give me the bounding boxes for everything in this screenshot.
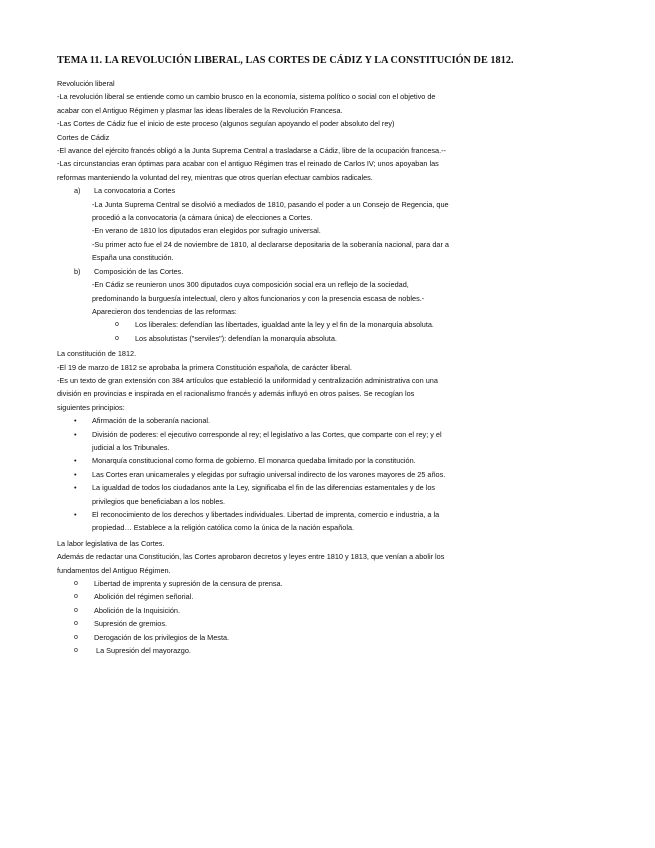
paragraph-line: -El avance del ejército francés obligó a la Junta Suprema Central a trasladarse a Cádiz, libre de la ocupación francesa.-- <box>57 146 446 156</box>
subsection-a-heading <box>57 184 547 197</box>
bullet-icon: • <box>74 429 77 439</box>
list-item-text: Libertad de imprenta y supresión de la censura de prensa. <box>94 579 283 589</box>
list-item <box>57 577 547 590</box>
list-item-text: judicial a los Tribunales. <box>92 442 170 452</box>
subsection-title: La convocatoria a Cortes <box>94 186 176 196</box>
list-label: a) <box>74 186 81 196</box>
list-item <box>57 428 547 455</box>
circle-bullet-icon: o <box>74 647 78 655</box>
paragraph-line: -El 19 de marzo de 1812 se aprobaba la primera Constitución española, de carácter liberal. <box>57 362 352 372</box>
paragraph-line: -Las Cortes de Cádiz fue el inicio de este proceso (algunos seguían apoyando el poder absoluto del rey) <box>57 119 395 129</box>
paragraph-line: -Es un texto de gran extensión con 384 artículos que estableció la uniformidad y centralización administrativa con una <box>57 375 438 385</box>
section-heading-revolucion-liberal: Revolución liberal <box>57 79 115 88</box>
paragraph-line: -La revolución liberal se entiende como un cambio brusco en la economía, sistema político o social con el objetivo de <box>57 92 436 102</box>
bullet-icon: • <box>74 510 77 519</box>
bullet-icon: • <box>74 416 77 426</box>
list-item <box>57 631 547 644</box>
list-item-text: propiedad… Establece a la religión católica como la única de la nación española. <box>92 523 355 533</box>
list-item <box>57 454 547 467</box>
circle-bullet-icon: o <box>74 633 78 641</box>
list-item <box>57 468 547 481</box>
circle-bullet-icon: o <box>74 620 78 628</box>
list-item <box>57 604 547 617</box>
list-item <box>57 332 547 345</box>
paragraph-line: acabar con el Antiguo Régimen y plasmar las ideas liberales de la Revolución Francesa. <box>57 105 343 115</box>
paragraph-line: -La Junta Suprema Central se disolvió a mediados de 1810, pasando el poder a un Consejo de Regencia, que <box>92 199 449 209</box>
document-body <box>57 77 547 657</box>
list-item-text: División de poderes: el ejecutivo corresponde al rey; el legislativo a las Cortes, que comparte con el rey; y el <box>92 429 442 439</box>
list-item <box>57 508 547 535</box>
paragraph-line: reformas manteniendo la voluntad del rey, mientras que otros querían efectuar cambios radicales. <box>57 172 373 182</box>
list-item-text: Las Cortes eran unicamerales y elegidas por sufragio universal indirecto de los varones mayores de 25 años. <box>92 469 446 479</box>
paragraph-line: Aparecieron dos tendencias de las reformas: <box>92 306 237 316</box>
paragraph-line: -Las circunstancias eran óptimas para acabar con el antiguo Régimen tras el reinado de Carlos IV; unos apoyaban las <box>57 159 439 169</box>
list-item-text: La igualdad de todos los ciudadanos ante la Ley, significaba el fin de las diferencias estamentales y de los <box>92 483 436 493</box>
list-item <box>57 414 547 427</box>
list-item-text: Los absolutistas ("serviles"): defendían la monarquía absoluta. <box>135 333 337 343</box>
list-item <box>57 481 547 508</box>
list-item-text: Abolición de la Inquisición. <box>94 605 180 615</box>
list-item-text: Derogación de los privilegios de la Mesta. <box>94 632 230 642</box>
paragraph-line: -En Cádiz se reunieron unos 300 diputados cuya composición social era un reflejo de la sociedad, <box>92 280 409 290</box>
paragraph-line: fundamentos del Antiguo Régimen. <box>57 565 171 575</box>
paragraph-line: -En verano de 1810 los diputados eran elegidos por sufragio universal. <box>92 226 321 236</box>
section-heading-cortes-de-cadiz: Cortes de Cádiz <box>57 132 110 142</box>
list-item <box>57 617 547 630</box>
subsection-b-heading <box>57 265 547 278</box>
list-item <box>57 590 547 603</box>
bullet-icon: • <box>74 456 77 466</box>
circle-bullet-icon: o <box>74 580 78 588</box>
list-item-text: La Supresión del mayorazgo. <box>94 646 191 656</box>
list-label: b) <box>74 266 81 276</box>
list-item-text: Monarquía constitucional como forma de gobierno. El monarca quedaba limitado por la constitución. <box>92 456 416 466</box>
paragraph-line: -Su primer acto fue el 24 de noviembre de 1810, al declararse depositaria de la soberanía nacional, para dar a <box>92 239 449 249</box>
section-heading-labor-legislativa: La labor legislativa de las Cortes. <box>57 538 165 548</box>
list-item <box>57 644 547 657</box>
circle-bullet-icon: o <box>74 606 78 614</box>
list-item-text: Supresión de gremios. <box>94 619 168 629</box>
list-item-text: Afirmación de la soberanía nacional. <box>92 416 211 426</box>
paragraph-line: procedió a la convocatoria (a cámara única) de elecciones a Cortes. <box>92 213 313 223</box>
list-item-text: El reconocimiento de los derechos y libertades individuales. Libertad de imprenta, comercio e industria, a la <box>92 510 440 519</box>
bullet-icon: • <box>74 483 77 493</box>
paragraph-line: división en provincias e inspirada en el racionalismo francés y además influyó en otros países. Se recogían los <box>57 389 415 399</box>
circle-bullet-icon: o <box>115 334 119 342</box>
document-title: TEMA 11. LA REVOLUCIÓN LIBERAL, LAS CORTES DE CÁDIZ Y LA CONSTITUCIÓN DE 1812. <box>57 55 514 66</box>
list-item <box>57 318 547 331</box>
list-item-text: Los liberales: defendían las libertades, igualdad ante la ley y el fin de la monarquía absoluta. <box>135 320 434 330</box>
bullet-icon: • <box>74 469 77 479</box>
paragraph-line: predominando la burguesía intelectual, clero y altos funcionarios y con la presencia escasa de nobles.- <box>92 293 425 303</box>
subsection-title: Composición de las Cortes. <box>94 266 184 276</box>
paragraph-line: Además de redactar una Constitución, las Cortes aprobaron decretos y leyes entre 1810 y 1813, que venían a abolir los <box>57 552 445 562</box>
document-page <box>57 55 547 657</box>
list-item-text: Abolición del régimen señorial. <box>94 592 194 602</box>
list-item-text: privilegios que beneficiaban a los nobles. <box>92 496 226 506</box>
circle-bullet-icon: o <box>115 321 119 329</box>
paragraph-line: España una constitución. <box>92 253 174 263</box>
paragraph-line: siguientes principios: <box>57 402 125 412</box>
circle-bullet-icon: o <box>74 593 78 601</box>
section-heading-constitucion: La constitución de 1812. <box>57 349 137 359</box>
